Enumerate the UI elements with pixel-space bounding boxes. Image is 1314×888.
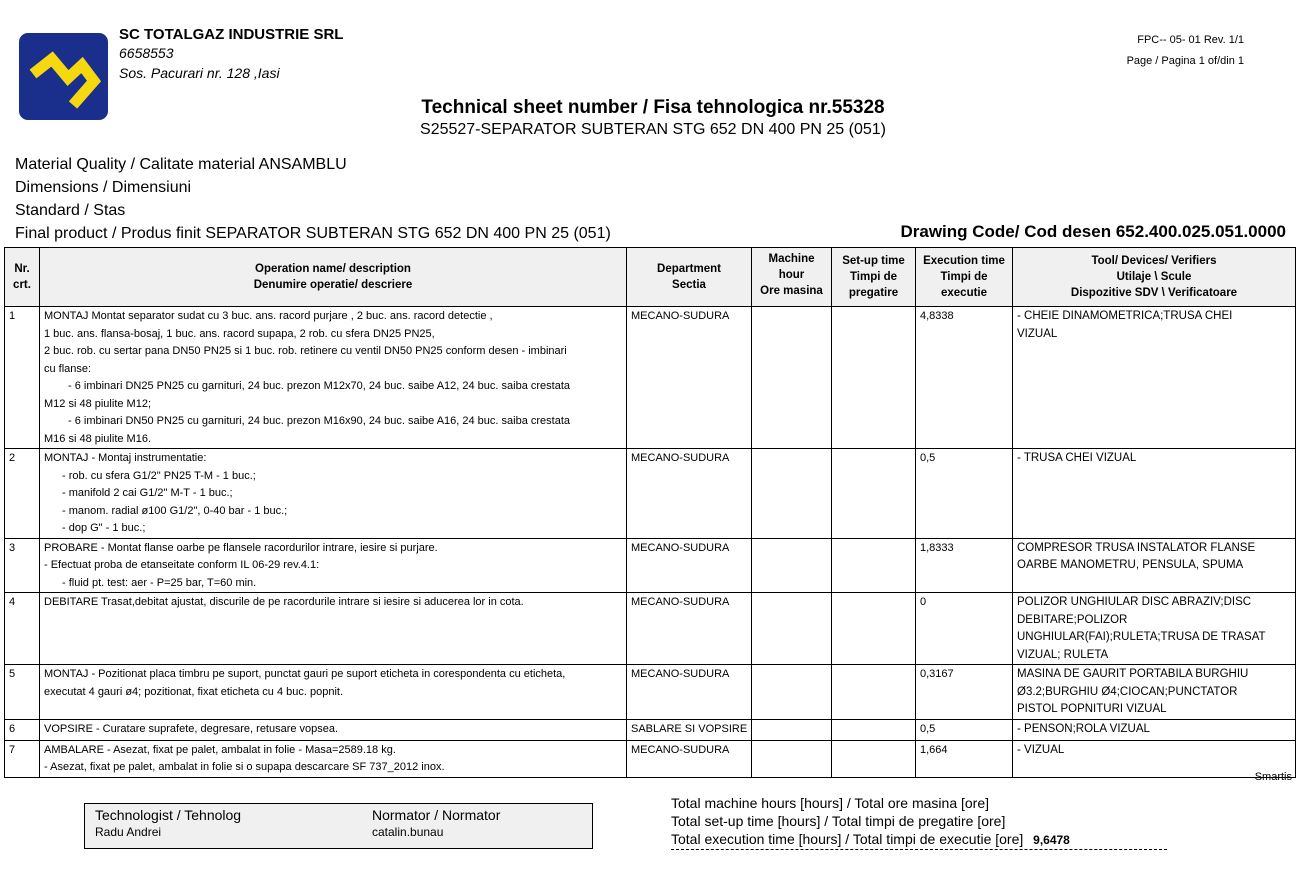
page-number: Page / Pagina 1 of/din 1 <box>1126 55 1244 67</box>
header-tools: Tool/ Devices/ Verifiers Utilaje \ Scule Dispozitive SDV \ Verificatoare <box>1013 248 1296 307</box>
material-quality: Material Quality / Calitate material ANSAMBLU <box>15 156 347 173</box>
final-product: Final product / Produs finit SEPARATOR SUBTERAN STG 652 DN 400 PN 25 (051) <box>15 225 611 242</box>
header-execution-time: Execution time Timpi de executie <box>916 248 1013 307</box>
row-description: MONTAJ - Montaj instrumentatie: - rob. cu sfera G1/2" PN25 T-M - 1 buc.; - manifold 2 cai G1/2" M-T - 1 buc.; - manom. radial ø100 G1/2", 0-40 bar - 1 buc.; - dop G" - 1 buc.; <box>40 449 627 539</box>
table-row <box>5 449 1296 539</box>
total-machine-hours: Total machine hours [hours] / Total ore masina [ore] <box>671 795 990 811</box>
operations-table <box>4 247 1296 778</box>
row-tools: - VIZUAL <box>1013 740 1296 777</box>
normator-label: Normator / Normator <box>372 807 501 823</box>
row-tools: - PENSON;ROLA VIZUAL <box>1013 719 1296 740</box>
header-operation: Operation name/ description Denumire operatie/ descriere <box>40 248 627 307</box>
row-tools: - TRUSA CHEI VIZUAL <box>1013 449 1296 539</box>
row-machine-hour <box>752 719 832 740</box>
row-description: MONTAJ Montat separator sudat cu 3 buc. ans. racord purjare , 2 buc. ans. racord detectie , 1 buc. ans. flansa-bosaj, 1 buc. ans. racord supapa, 2 rob. cu sfera DN25 PN25, 2 buc. rob. cu sertar pana DN50 PN25 si 1 buc. rob. retinere cu ventil DN50 PN25 conform desen - imbinari cu flanse: - 6 imbinari DN25 PN25 cu garnituri, 24 buc. prezon M12x70, 24 buc. saibe A12, 24 buc. saiba crestata M12 si 48 piulite M12; - 6 imbinari DN50 PN25 cu garnituri, 24 buc. prezon M16x90, 24 buc. saibe A16, 24 buc. saiba crestata M16 si 48 piulite M16. <box>40 307 627 449</box>
row-machine-hour <box>752 593 832 665</box>
row-machine-hour <box>752 449 832 539</box>
row-setup-time <box>832 665 916 720</box>
table-row <box>5 593 1296 665</box>
row-machine-hour <box>752 665 832 720</box>
total-setup-time: Total set-up time [hours] / Total timpi de pregatire [ore] <box>671 813 1006 829</box>
row-nr: 6 <box>5 719 40 740</box>
table-row <box>5 665 1296 720</box>
company-name: SC TOTALGAZ INDUSTRIE SRL <box>119 26 344 43</box>
row-nr: 4 <box>5 593 40 665</box>
form-code: FPC-- 05- 01 Rev. 1/1 <box>1137 34 1244 46</box>
row-machine-hour <box>752 307 832 449</box>
signature-box <box>84 803 593 849</box>
document-title: Technical sheet number / Fisa tehnologica nr.55328 <box>421 97 885 118</box>
header-department: Department Sectia <box>627 248 752 307</box>
row-tools: POLIZOR UNGHIULAR DISC ABRAZIV;DISC DEBITARE;POLIZOR UNGHIULAR(FAI);RULETA;TRUSA DE TRASAT VIZUAL; RULETA <box>1013 593 1296 665</box>
row-department: MECANO-SUDURA <box>627 593 752 665</box>
row-description: PROBARE - Montat flanse oarbe pe flansele racordurilor intrare, iesire si purjare. - Efectuat proba de etanseitate conform IL 06-29 rev.4.1: - fluid pt. test: aer - P=25 bar, T=60 min. <box>40 538 627 593</box>
row-nr: 5 <box>5 665 40 720</box>
row-setup-time <box>832 740 916 777</box>
row-department: MECANO-SUDURA <box>627 740 752 777</box>
row-setup-time <box>832 719 916 740</box>
row-execution-time: 0,5 <box>916 449 1013 539</box>
row-tools: COMPRESOR TRUSA INSTALATOR FLANSE OARBE MANOMETRU, PENSULA, SPUMA <box>1013 538 1296 593</box>
row-machine-hour <box>752 538 832 593</box>
header-setup-time: Set-up time Timpi de pregatire <box>832 248 916 307</box>
row-tools: MASINA DE GAURIT PORTABILA BURGHIU Ø3.2;BURGHIU Ø4;CIOCAN;PUNCTATOR PISTOL POPNITURI VIZUAL <box>1013 665 1296 720</box>
row-department: SABLARE SI VOPSIRE <box>627 719 752 740</box>
table-row <box>5 740 1296 777</box>
total-execution-time <box>671 831 1070 847</box>
row-department: MECANO-SUDURA <box>627 449 752 539</box>
drawing-code: Drawing Code/ Cod desen 652.400.025.051.0000 <box>900 222 1286 241</box>
company-code: 6658553 <box>119 45 174 61</box>
table-header-row <box>5 248 1296 307</box>
row-execution-time: 0 <box>916 593 1013 665</box>
row-machine-hour <box>752 740 832 777</box>
row-execution-time: 1,664 <box>916 740 1013 777</box>
row-nr: 1 <box>5 307 40 449</box>
table-row <box>5 719 1296 740</box>
row-description: VOPSIRE - Curatare suprafete, degresare, retusare vopsea. <box>40 719 627 740</box>
totals-divider <box>671 849 1167 850</box>
total-execution-label: Total execution time [hours] / Total timpi de executie [ore] <box>671 831 1024 847</box>
row-nr: 3 <box>5 538 40 593</box>
row-execution-time: 0,3167 <box>916 665 1013 720</box>
row-department: MECANO-SUDURA <box>627 665 752 720</box>
table-row <box>5 538 1296 593</box>
row-description: AMBALARE - Asezat, fixat pe palet, ambalat in folie - Masa=2589.18 kg. - Asezat, fixat pe palet, ambalat in folie si o supapa descarcare SF 737_2012 inox. <box>40 740 627 777</box>
technologist-name: Radu Andrei <box>95 825 162 839</box>
row-department: MECANO-SUDURA <box>627 307 752 449</box>
row-description: MONTAJ - Pozitionat placa timbru pe suport, punctat gauri pe suport eticheta in corespondenta cu eticheta, executat 4 gauri ø4; pozitionat, fixat eticheta cu 4 buc. popnit. <box>40 665 627 720</box>
row-description: DEBITARE Trasat,debitat ajustat, discurile de pe racordurile intrare si iesire si aducerea lor in cota. <box>40 593 627 665</box>
row-setup-time <box>832 307 916 449</box>
row-execution-time: 1,8333 <box>916 538 1013 593</box>
document-subtitle: S25527-SEPARATOR SUBTERAN STG 652 DN 400 PN 25 (051) <box>420 121 886 138</box>
row-execution-time: 0,5 <box>916 719 1013 740</box>
row-setup-time <box>832 593 916 665</box>
table-row <box>5 307 1296 449</box>
row-setup-time <box>832 449 916 539</box>
dimensions: Dimensions / Dimensiuni <box>15 179 192 196</box>
row-nr: 2 <box>5 449 40 539</box>
standard: Standard / Stas <box>15 202 126 219</box>
normator-name: catalin.bunau <box>372 825 444 839</box>
total-execution-value: 9,6478 <box>1033 833 1070 847</box>
company-address: Sos. Pacurari nr. 128 ,Iasi <box>119 65 280 81</box>
technologist-label: Technologist / Tehnolog <box>95 807 242 823</box>
row-setup-time <box>832 538 916 593</box>
software-mark: Smartis <box>1254 771 1292 783</box>
row-department: MECANO-SUDURA <box>627 538 752 593</box>
row-execution-time: 4,8338 <box>916 307 1013 449</box>
row-tools: - CHEIE DINAMOMETRICA;TRUSA CHEI VIZUAL <box>1013 307 1296 449</box>
header-nr: Nr. crt. <box>5 248 40 307</box>
row-nr: 7 <box>5 740 40 777</box>
header-machine-hour: Machine hour Ore masina <box>752 248 832 307</box>
